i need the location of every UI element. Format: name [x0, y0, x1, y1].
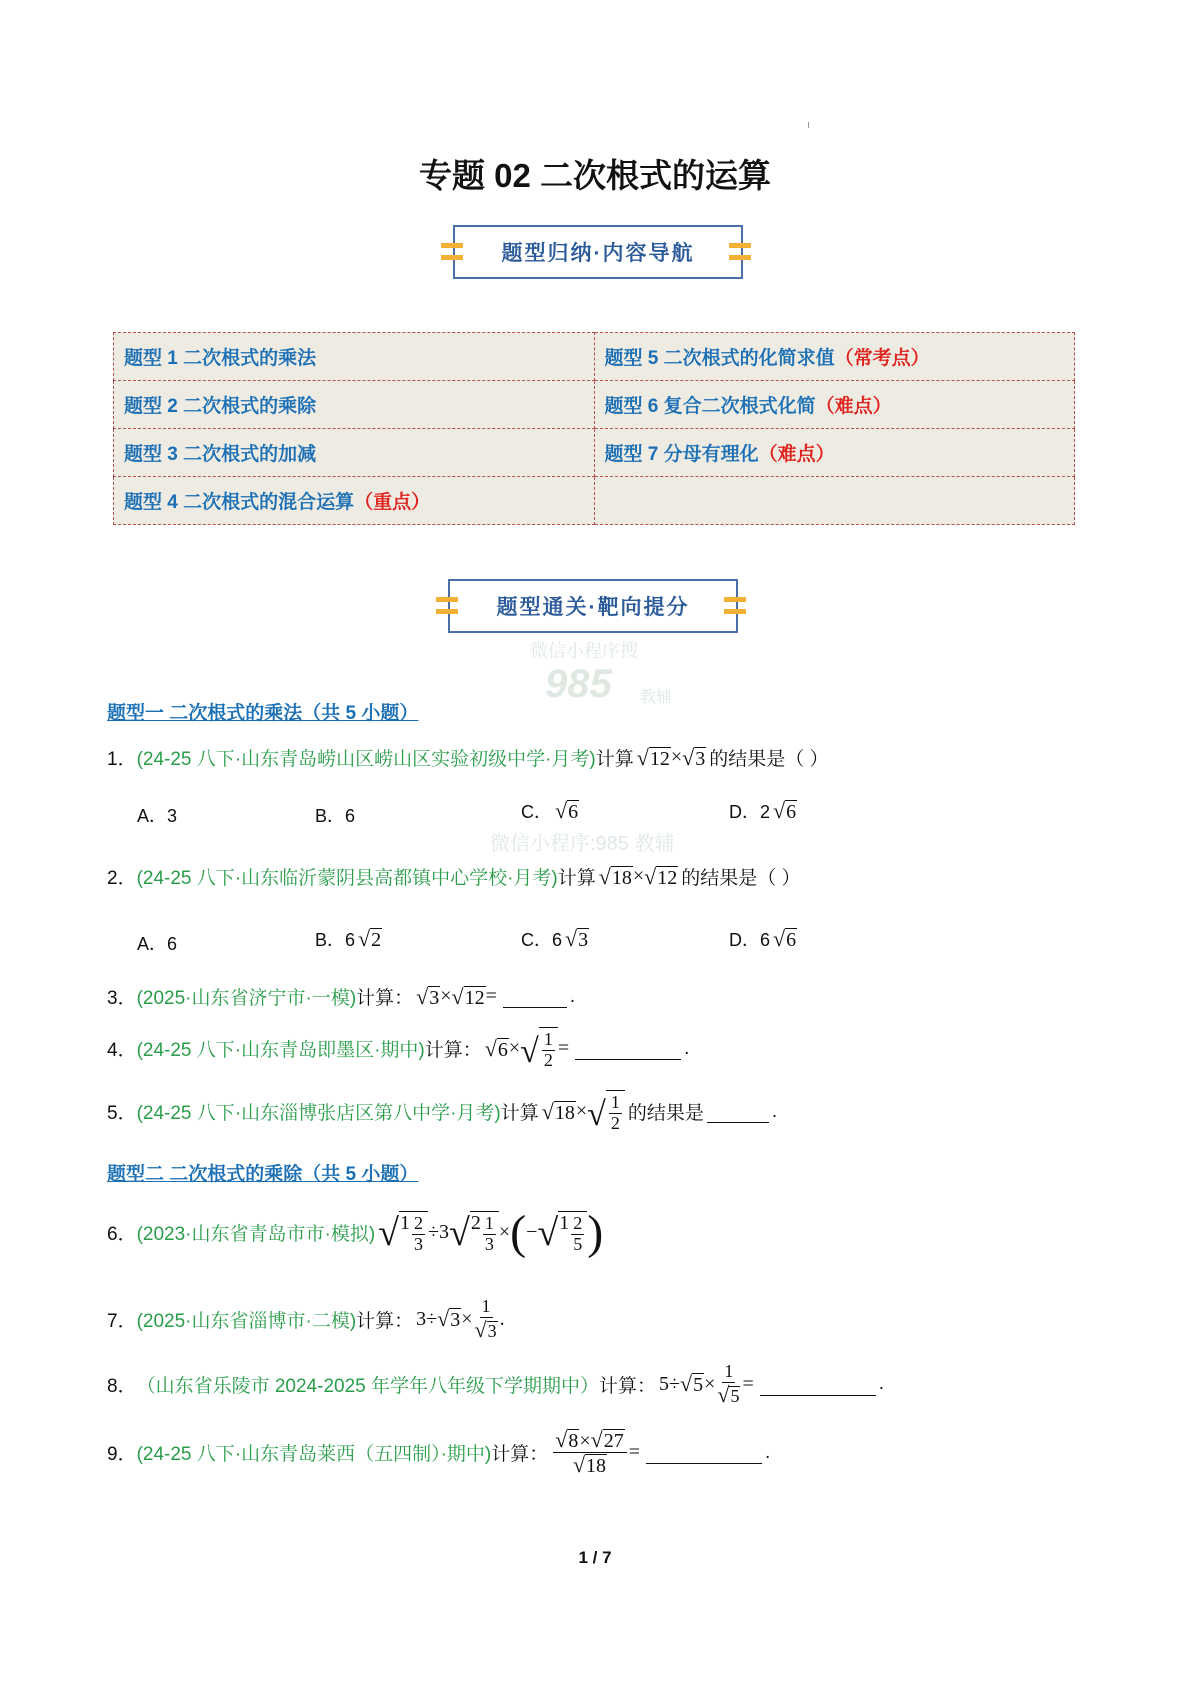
section-heading: 题型一 二次根式的乘法（共 5 小题）: [107, 703, 419, 724]
option-b[interactable]: B．6 √ 2: [315, 926, 382, 951]
option-d[interactable]: D．6 √ 6: [729, 926, 797, 951]
option-c[interactable]: C．6 √ 3: [521, 926, 589, 951]
option-a[interactable]: A．3: [137, 806, 178, 826]
banner-bar-icon: [441, 243, 463, 248]
banner-bar-icon: [724, 609, 746, 614]
watermark-logo: 985: [545, 662, 612, 706]
stray-mark: [808, 122, 809, 128]
topic-nav-table: [113, 332, 1075, 525]
math-expression: √ 12 × √ 3: [636, 744, 706, 770]
option-b[interactable]: B．6: [315, 806, 356, 826]
nav-item[interactable]: 题型 6 复合二次根式化简（难点）: [594, 381, 1075, 429]
question-3: 3． (2025·山东省济宁市·一模) 计算： √ 3 × √ 12 = .: [107, 983, 576, 1009]
option-a[interactable]: A．6: [137, 934, 178, 954]
question-9: 9． (24-25 八下·山东青岛莱西（五四制）·期中) 计算： √ 8 × √ 27 √ 18 = .: [107, 1427, 771, 1478]
nav-item[interactable]: 题型 2 二次根式的乘除: [114, 381, 595, 429]
banner-bar-icon: [729, 243, 751, 248]
nav-empty-cell: [594, 477, 1075, 525]
question-6: 6． (2023·山东省青岛市市·模拟) √ 1 $\frac{2}{3}$ ÷3 √ 2 $\frac{1}{3}$ × ( − √ 1 $\frac{2}{5}$ ): [107, 1206, 604, 1259]
banner-bar-icon: [441, 255, 463, 260]
nav-item[interactable]: 题型 7 分母有理化（难点）: [594, 429, 1075, 477]
banner-bar-icon: [436, 609, 458, 614]
option-d[interactable]: D．2 √ 6: [729, 798, 797, 823]
watermark-text: 教辅: [640, 689, 673, 706]
page-number: 1 / 7: [578, 1548, 612, 1567]
practice-banner: 题型通关·靶向提分: [448, 579, 738, 633]
question-8: 8． （山东省乐陵市 2024-2025 年学年八年级下学期期中） 计算： 5÷ √ 5 × 1 √ 5 = .: [107, 1361, 884, 1407]
nav-item[interactable]: 题型 5 二次根式的化简求值（常考点）: [594, 333, 1075, 381]
option-c[interactable]: C． √ 6: [521, 798, 579, 823]
nav-item[interactable]: 题型 3 二次根式的加减: [114, 429, 595, 477]
question-1: 1． (24-25 八下·山东青岛崂山区崂山区实验初级中学·月考) 计算 √ 12 × √ 3 的结果是（ ）: [107, 744, 829, 770]
watermark-text: 微信小程序:985 教辅: [490, 833, 675, 855]
nav-item[interactable]: 题型 1 二次根式的乘法: [114, 333, 595, 381]
page-title: 专题 02 二次根式的运算: [418, 157, 772, 194]
nav-banner: [453, 225, 743, 279]
question-2: 2． (24-25 八下·山东临沂蒙阴县高都镇中心学校·月考) 计算 √ 18 × √ 12 的结果是（ ）: [107, 863, 801, 889]
banner-bar-icon: [436, 597, 458, 602]
question-4: 4． (24-25 八下·山东青岛即墨区·期中) 计算： √ 6 × √ $\frac{1}{2}$ = .: [107, 1029, 690, 1070]
section-heading: 题型二 二次根式的乘除（共 5 小题）: [107, 1164, 419, 1185]
banner-bar-icon: [729, 255, 751, 260]
nav-banner-label: 题型归纳·内容导航: [501, 242, 695, 265]
question-7: 7． (2025·山东省淄博市·二模) 计算： 3÷ √ 3 × 1 √ 3 .: [107, 1296, 505, 1342]
question-5: 5． (24-25 八下·山东淄博张店区第八中学·月考) 计算 √ 18 × √ $\frac{1}{2}$ 的结果是 .: [107, 1092, 778, 1133]
banner-bar-icon: [724, 597, 746, 602]
watermark-text: 微信小程序搜: [530, 641, 638, 661]
nav-item[interactable]: 题型 4 二次根式的混合运算（重点）: [114, 477, 595, 525]
